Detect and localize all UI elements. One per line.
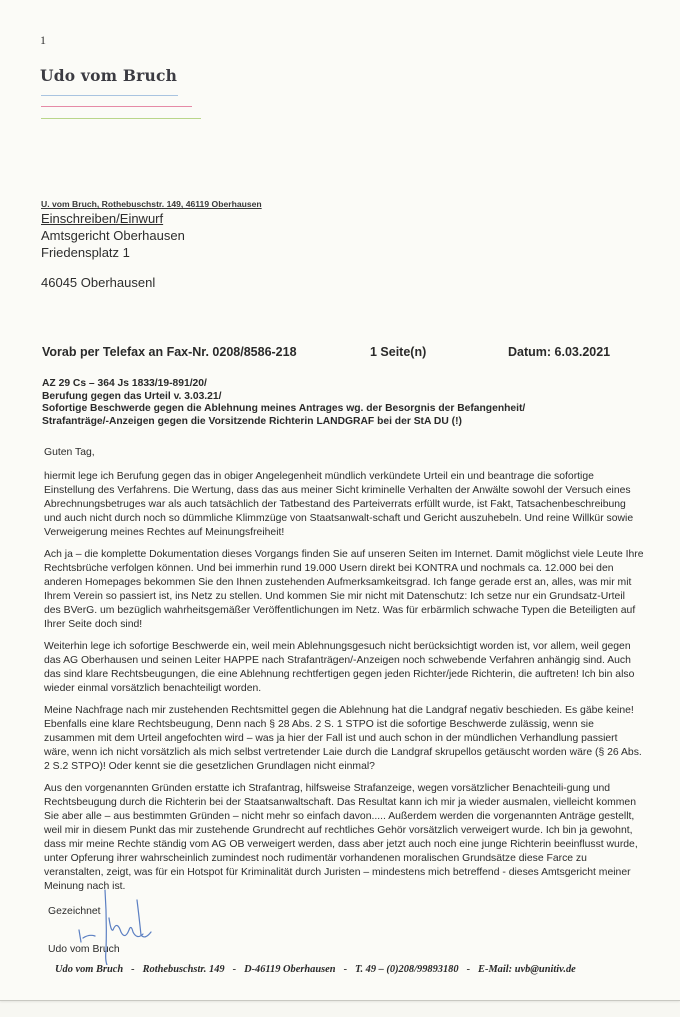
fax-notice: Vorab per Telefax an Fax-Nr. 0208/8586-218 [42, 345, 297, 359]
recipient-city: 46045 Oberhausenl [41, 275, 156, 290]
page-count: 1 Seite(n) [370, 345, 427, 359]
recipient-name: Amtsgericht Oberhausen [41, 228, 185, 243]
letter-body [44, 446, 644, 902]
subject-line-charges: Strafanträge/-Anzeigen gegen die Vorsitzende Richterin LANDGRAF bei der StA DU (!) [42, 415, 462, 427]
body-paragraph: Weiterhin lege ich sofortige Beschwerde ein, weil mein Ablehnungsgesuch nicht berücksichtigt worden ist, vor allem, weil gegen das AG Oberhausen und seinen Leiter HAPPE nach Strafanträgen/-Anzeigen noch schwebende Verfahren anhängig sind. Auch das sind klare Rechtsbeugungen, die eine Ablehnung rechtfertigen gegen jeden Richter/jede Richterin, die auftreten! Ich bin also wieder einmal vorsätzlich benachteiligt worden. [44, 641, 635, 694]
letterhead-line-blue [41, 95, 178, 96]
footer-name: Udo vom Bruch [55, 964, 124, 975]
footer-street: Rothebuschstr. 149 [142, 964, 225, 975]
footer-phone: T. 49 – (0)208/99893180 [355, 964, 459, 975]
body-paragraph: Meine Nachfrage nach mir zustehenden Rechtsmittel gegen die Ablehnung hat die Landgraf negativ beschieden. Es gäbe keine! Ebenfalls eine klare Rechtsbeugung, Denn nach § 28 Abs. 2 S. 1 STPO ist die sofortige Beschwerde zulässig, wenn sie zusammen mit dem Urteil angefochten wird – was ja hier der Fall ist und auch schon in der mündlichen Verhandlung passiert wäre, wenn ich nicht vorsätzlich als mich selbst vertretender Laie durch die Landgraf skrupellos getäuscht worden wäre (§ 26 Abs. 2 S.2 STPO)! Oder kennt sie die gesetzlichen Grundlagen nicht einmal? [44, 705, 642, 772]
body-paragraph: Ach ja – die komplette Dokumentation dieses Vorgangs finden Sie auf unseren Seiten im Internet. Damit möglichst viele Leute Ihre Rechtsbrüche verfolgen können. Und bei immerhin rund 19.000 Usern direkt bei KONTRA und nochmals ca. 12.000 bei den anderen Homepages bekommen Sie den Ihnen zustehenden Aufmerksamkeitsgrad. Ich fange gerade erst an, alles, was mir mit Ihrem Verein so passiert ist, ins Netz zu stellen. Und kommen Sie mir nicht mit Datenschutz: Ich setze nur ein Grundsatz-Urteil des BVerG. um bezüglich wahrheitsgemäßer Veröffentlichungen im Netz. Was für erbärmlich schwache Typen die Beteiligten auf Ihrer Seite doch sind! [44, 549, 644, 630]
recipient-street: Friedensplatz 1 [41, 245, 130, 260]
footer-contact [55, 964, 675, 975]
subject-line-case-number: AZ 29 Cs – 364 Js 1833/19-891/20/ [42, 378, 207, 389]
letter-date: Datum: 6.03.2021 [508, 345, 611, 359]
footer-separator: - [232, 964, 237, 975]
footer-email: E-Mail: uvb@unitiv.de [478, 964, 576, 975]
letterhead-line-pink [41, 106, 192, 107]
letterhead-name: Udo vom Bruch [40, 66, 178, 85]
subject-line-complaint: Sofortige Beschwerde gegen die Ablehnung meines Antrages wg. der Besorgnis der Befangenheit/ [42, 403, 526, 415]
footer-separator: - [131, 964, 135, 975]
footer-separator: - [343, 964, 348, 975]
subject-block [42, 378, 662, 428]
footer-city: D-46119 Oberhausen [244, 964, 336, 975]
sender-return-address: U. vom Bruch, Rothebuschstr. 149, 46119 Oberhausen [41, 199, 262, 209]
closing: Gezeichnet [48, 906, 101, 917]
greeting: Guten Tag, [44, 447, 95, 458]
body-paragraph: hiermit lege ich Berufung gegen das in obiger Angelegenheit mündlich verkündete Urteil ein und beantrage die sofortige Einstellung des Verfahrens. Die Wertung, dass das aus meiner Sicht kriminelle Verhalten der Anwälte sowohl der Versuch eines Abrechnungsbetruges war als auch tatsächlich der Tatbestand des Parteiverrats erfüllt wurde, ist Fakt, Tatsachenbeschreibung und auch nicht durch noch so dümmliche Klimmzüge von Staatsanwalt-schaft und Gericht auszuhebeln. Und reine Willkür sowie Verweigerung meines Rechtes auf Meinungsfreiheit! [44, 471, 634, 538]
footer-separator: - [466, 964, 471, 975]
delivery-method: Einschreiben/Einwurf [41, 211, 164, 226]
letterhead-line-green [41, 118, 201, 119]
subject-line-appeal: Berufung gegen das Urteil v. 3.03.21/ [42, 390, 222, 402]
body-paragraph: Aus den vorgenannten Gründen erstatte ich Strafantrag, hilfsweise Strafanzeige, wegen vorsätzlicher Benachteili-gung und Rechtsbeugung durch die Richterin bei der Staatsanwaltschaft. Das Resultat kann ich mir ja wieder ausmalen, vielleicht kommen Sie aber alle – aus bestimmten Gründen – nicht mehr so einfach davon..... Außerdem werden die vorgenannten Anträge gestellt, weil mir in diesem Punkt das mir zustehende Grundrecht auf rechtliches Gehör vorsätzlich verweigert wurde. Ich bin ja gewohnt, dass mir meine Rechte ständig vom AG OB verweigert werden, dass aber jetzt auch noch eine junge Richterin beeinflusst wurde, unter Opferung ihrer wahrscheinlich zumindest noch rudimentär vorhandenen moralischen Grundsätze diese Farce zu veranstalten, zeigt, was für ein Hotspot für Kriminalität durch Juristen – mindestens mich betreffend - dieses Amtsgericht meiner Meinung nach ist. [44, 783, 638, 892]
page-number: 1 [40, 33, 46, 47]
signer-name: Udo vom Bruch [48, 944, 120, 955]
